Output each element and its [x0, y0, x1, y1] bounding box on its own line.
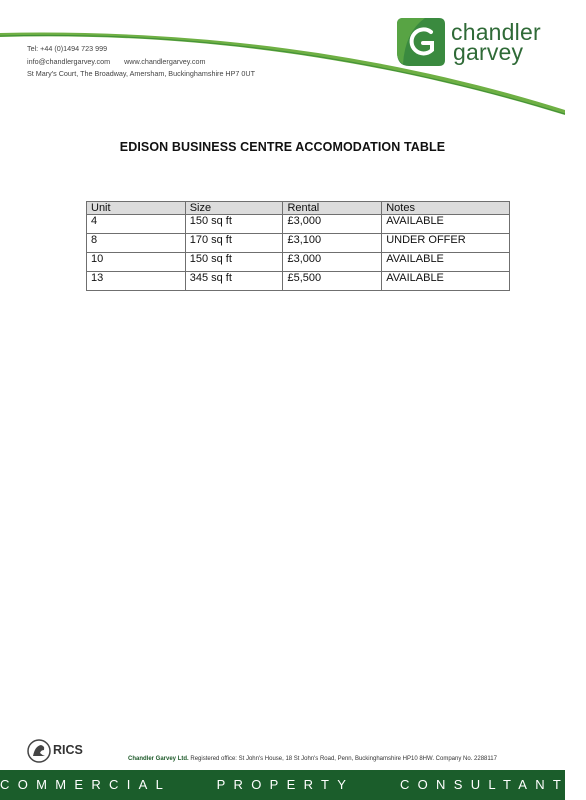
phone-number: Tel: +44 (0)1494 723 999 — [27, 44, 108, 53]
cell-notes: UNDER OFFER — [382, 234, 510, 253]
registered-office-line — [128, 756, 497, 762]
rics-wordmark: RICS — [53, 743, 83, 757]
footer-band — [0, 770, 586, 800]
column-header-size: Size — [185, 202, 283, 215]
logo-word-chandler: chandler — [451, 19, 541, 45]
tagline-word: CONSULTANTS — [399, 777, 586, 792]
cell-unit: 8 — [87, 234, 186, 253]
footer-tagline — [0, 777, 586, 792]
email-address: info@chandlergarvey.com — [27, 56, 111, 66]
table-row — [87, 215, 510, 234]
column-header-unit: Unit — [87, 202, 186, 215]
cell-unit: 10 — [87, 253, 186, 272]
column-header-notes: Notes — [382, 202, 510, 215]
website-url: www.chandlergarvey.com — [124, 56, 206, 66]
cell-rental: £3,000 — [283, 253, 382, 272]
cell-rental: £3,000 — [283, 215, 382, 234]
tagline-word: COMMERCIAL — [0, 777, 171, 792]
cell-size: 345 sq ft — [185, 272, 283, 291]
accommodation-table — [86, 201, 510, 291]
cell-rental: £5,500 — [283, 272, 382, 291]
cell-unit: 4 — [87, 215, 186, 234]
rics-lion-icon — [27, 738, 51, 764]
logo-mark-icon — [395, 14, 447, 68]
contact-info — [27, 43, 255, 81]
table-row — [87, 272, 510, 291]
logo-word-garvey: garvey — [453, 39, 524, 65]
column-header-rental: Rental — [283, 202, 382, 215]
table-header-row — [87, 202, 510, 215]
cell-unit: 13 — [87, 272, 186, 291]
tagline-word: PROPERTY — [216, 777, 355, 792]
cell-size: 150 sq ft — [185, 215, 283, 234]
company-name: Chandler Garvey Ltd. — [128, 756, 189, 762]
registered-office-text: Registered office: St John's House, 18 St John's Road, Penn, Buckinghamshire HP10 8HW. Company No. 2288117 — [190, 756, 497, 762]
cell-size: 150 sq ft — [185, 253, 283, 272]
page-title: EDISON BUSINESS CENTRE ACCOMODATION TABLE — [119, 140, 446, 154]
cell-notes: AVAILABLE — [382, 272, 510, 291]
table-row — [87, 234, 510, 253]
cell-notes: AVAILABLE — [382, 215, 510, 234]
office-address: St Mary's Court, The Broadway, Amersham, Buckinghamshire HP7 0UT — [27, 69, 255, 79]
cell-notes: AVAILABLE — [382, 253, 510, 272]
cell-size: 170 sq ft — [185, 234, 283, 253]
logo-wordmark — [451, 19, 541, 65]
table-row — [87, 253, 510, 272]
chandler-garvey-logo — [395, 14, 555, 72]
cell-rental: £3,100 — [283, 234, 382, 253]
rics-logo — [27, 738, 97, 764]
